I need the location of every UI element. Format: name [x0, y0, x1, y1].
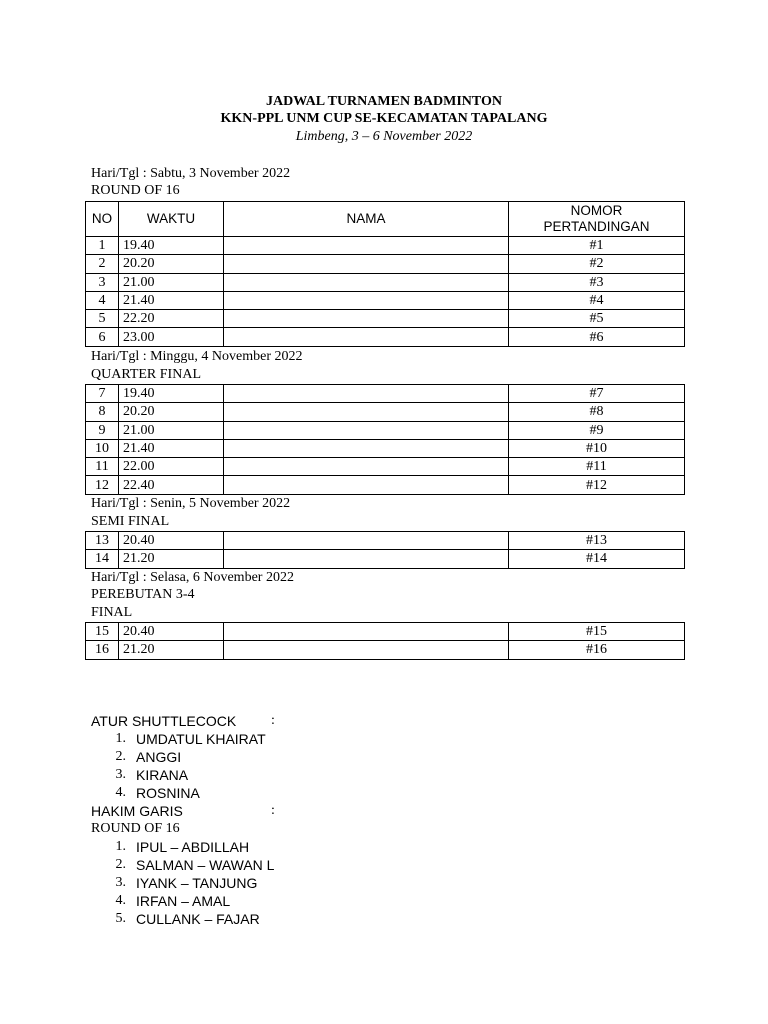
- cell-no: 1: [86, 237, 119, 255]
- cell-no: 8: [86, 403, 119, 421]
- cell-waktu: 19.40: [119, 385, 224, 403]
- table-row: [86, 623, 685, 641]
- cell-no: 14: [86, 550, 119, 568]
- cell-waktu: 22.40: [119, 476, 224, 494]
- cell-waktu: 23.00: [119, 328, 224, 346]
- schedule-table-round16: [85, 201, 685, 347]
- cell-nomor-pertandingan: #15: [509, 623, 685, 641]
- cell-no: 7: [86, 385, 119, 403]
- day3-round: SEMI FINAL: [91, 514, 170, 529]
- cell-no: 16: [86, 641, 119, 659]
- cell-nomor-pertandingan: #11: [509, 458, 685, 476]
- day3-date: Hari/Tgl : Senin, 5 November 2022: [91, 496, 291, 511]
- cell-nomor-pertandingan: #14: [509, 550, 685, 568]
- col-header-nomor-pertandingan: [509, 202, 685, 237]
- table-row: [86, 255, 685, 273]
- cell-no: 4: [86, 291, 119, 309]
- cell-nomor-pertandingan: #8: [509, 403, 685, 421]
- table-row: [86, 328, 685, 346]
- cell-no: 2: [86, 255, 119, 273]
- cell-nomor-pertandingan: #7: [509, 385, 685, 403]
- table-row: [86, 550, 685, 568]
- cell-no: 6: [86, 328, 119, 346]
- cell-no: 13: [86, 532, 119, 550]
- cell-nama: [224, 421, 509, 439]
- hakim-item-name: CULLANK – FAJAR: [136, 911, 260, 927]
- shuttlecock-item-number: 1.: [115, 731, 126, 746]
- cell-no: 11: [86, 458, 119, 476]
- cell-nama: [224, 328, 509, 346]
- cell-nama: [224, 476, 509, 494]
- hakim-item-number: 3.: [115, 875, 126, 890]
- hakim-garis-round: ROUND OF 16: [91, 821, 180, 836]
- cell-no: 12: [86, 476, 119, 494]
- cell-waktu: 21.00: [119, 421, 224, 439]
- cell-no: 3: [86, 273, 119, 291]
- cell-waktu: 19.40: [119, 237, 224, 255]
- shuttlecock-item-number: 2.: [115, 749, 126, 764]
- cell-waktu: 21.40: [119, 439, 224, 457]
- cell-waktu: 21.40: [119, 291, 224, 309]
- col-header-pertandingan: PERTANDINGAN: [543, 219, 650, 234]
- cell-nama: [224, 439, 509, 457]
- cell-no: 10: [86, 439, 119, 457]
- day1-date: Hari/Tgl : Sabtu, 3 November 2022: [91, 166, 291, 181]
- hakim-item-number: 2.: [115, 857, 126, 872]
- hakim-item-name: IRFAN – AMAL: [136, 893, 231, 909]
- col-header-no: NO: [86, 202, 119, 237]
- cell-waktu: 22.00: [119, 458, 224, 476]
- shuttlecock-label: ATUR SHUTTLECOCK: [91, 713, 237, 729]
- cell-waktu: 22.20: [119, 310, 224, 328]
- cell-nama: [224, 403, 509, 421]
- cell-waktu: 21.20: [119, 641, 224, 659]
- col-header-waktu: WAKTU: [119, 202, 224, 237]
- hakim-item-name: IYANK – TANJUNG: [136, 875, 258, 891]
- hakim-item-number: 4.: [115, 893, 126, 908]
- cell-no: 5: [86, 310, 119, 328]
- cell-nama: [224, 310, 509, 328]
- table-row: [86, 237, 685, 255]
- cell-nama: [224, 532, 509, 550]
- day2-date: Hari/Tgl : Minggu, 4 November 2022: [91, 349, 303, 364]
- schedule-table-quarterfinal: [85, 384, 685, 495]
- cell-nomor-pertandingan: #3: [509, 273, 685, 291]
- shuttlecock-item-number: 3.: [115, 767, 126, 782]
- cell-nomor-pertandingan: #16: [509, 641, 685, 659]
- cell-waktu: 20.20: [119, 255, 224, 273]
- cell-nama: [224, 291, 509, 309]
- table-row: [86, 403, 685, 421]
- shuttlecock-item-name: KIRANA: [136, 767, 189, 783]
- cell-nama: [224, 273, 509, 291]
- cell-nomor-pertandingan: #4: [509, 291, 685, 309]
- cell-nama: [224, 385, 509, 403]
- cell-nama: [224, 550, 509, 568]
- cell-nomor-pertandingan: #13: [509, 532, 685, 550]
- day4-round-final: FINAL: [91, 605, 133, 620]
- table-row: [86, 421, 685, 439]
- cell-nama: [224, 641, 509, 659]
- document-subtitle-organizer: KKN-PPL UNM CUP SE-KECAMATAN TAPALANG: [220, 111, 548, 126]
- cell-nomor-pertandingan: #10: [509, 439, 685, 457]
- cell-waktu: 21.20: [119, 550, 224, 568]
- table-row: [86, 641, 685, 659]
- table-row: [86, 439, 685, 457]
- table-row: [86, 532, 685, 550]
- col-header-nama: NAMA: [224, 202, 509, 237]
- day4-round-third-place: PEREBUTAN 3-4: [91, 587, 195, 602]
- cell-waktu: 20.40: [119, 532, 224, 550]
- hakim-garis-label: HAKIM GARIS: [91, 803, 183, 819]
- day2-round: QUARTER FINAL: [91, 367, 201, 382]
- cell-nama: [224, 237, 509, 255]
- table-row: [86, 458, 685, 476]
- day1-round: ROUND OF 16: [91, 183, 180, 198]
- cell-no: 15: [86, 623, 119, 641]
- table-row: [86, 476, 685, 494]
- cell-nama: [224, 458, 509, 476]
- cell-nama: [224, 623, 509, 641]
- cell-nomor-pertandingan: #9: [509, 421, 685, 439]
- cell-waktu: 20.40: [119, 623, 224, 641]
- col-header-nomor: NOMOR: [570, 203, 623, 218]
- document-title: JADWAL TURNAMEN BADMINTON: [266, 94, 502, 109]
- shuttlecock-item-number: 4.: [115, 785, 126, 800]
- table-row: [86, 273, 685, 291]
- cell-waktu: 20.20: [119, 403, 224, 421]
- table-header-row: [86, 202, 685, 237]
- shuttlecock-item-name: UMDATUL KHAIRAT: [136, 731, 266, 747]
- shuttlecock-item-name: ROSNINA: [136, 785, 200, 801]
- hakim-item-number: 5.: [115, 911, 126, 926]
- schedule-table-final: [85, 622, 685, 660]
- hakim-garis-colon: :: [271, 803, 275, 818]
- table-row: [86, 310, 685, 328]
- cell-waktu: 21.00: [119, 273, 224, 291]
- table-row: [86, 385, 685, 403]
- cell-nomor-pertandingan: #12: [509, 476, 685, 494]
- hakim-item-name: IPUL – ABDILLAH: [136, 839, 250, 855]
- cell-nomor-pertandingan: #2: [509, 255, 685, 273]
- shuttlecock-item-name: ANGGI: [136, 749, 182, 765]
- day4-date: Hari/Tgl : Selasa, 6 November 2022: [91, 570, 294, 585]
- schedule-table-semifinal: [85, 531, 685, 569]
- cell-nama: [224, 255, 509, 273]
- cell-nomor-pertandingan: #1: [509, 237, 685, 255]
- document-location-date: Limbeng, 3 – 6 November 2022: [295, 129, 473, 144]
- cell-nomor-pertandingan: #6: [509, 328, 685, 346]
- cell-nomor-pertandingan: #5: [509, 310, 685, 328]
- hakim-item-number: 1.: [115, 839, 126, 854]
- table-row: [86, 291, 685, 309]
- cell-no: 9: [86, 421, 119, 439]
- hakim-item-name: SALMAN – WAWAN L: [136, 857, 275, 873]
- shuttlecock-colon: :: [271, 713, 275, 728]
